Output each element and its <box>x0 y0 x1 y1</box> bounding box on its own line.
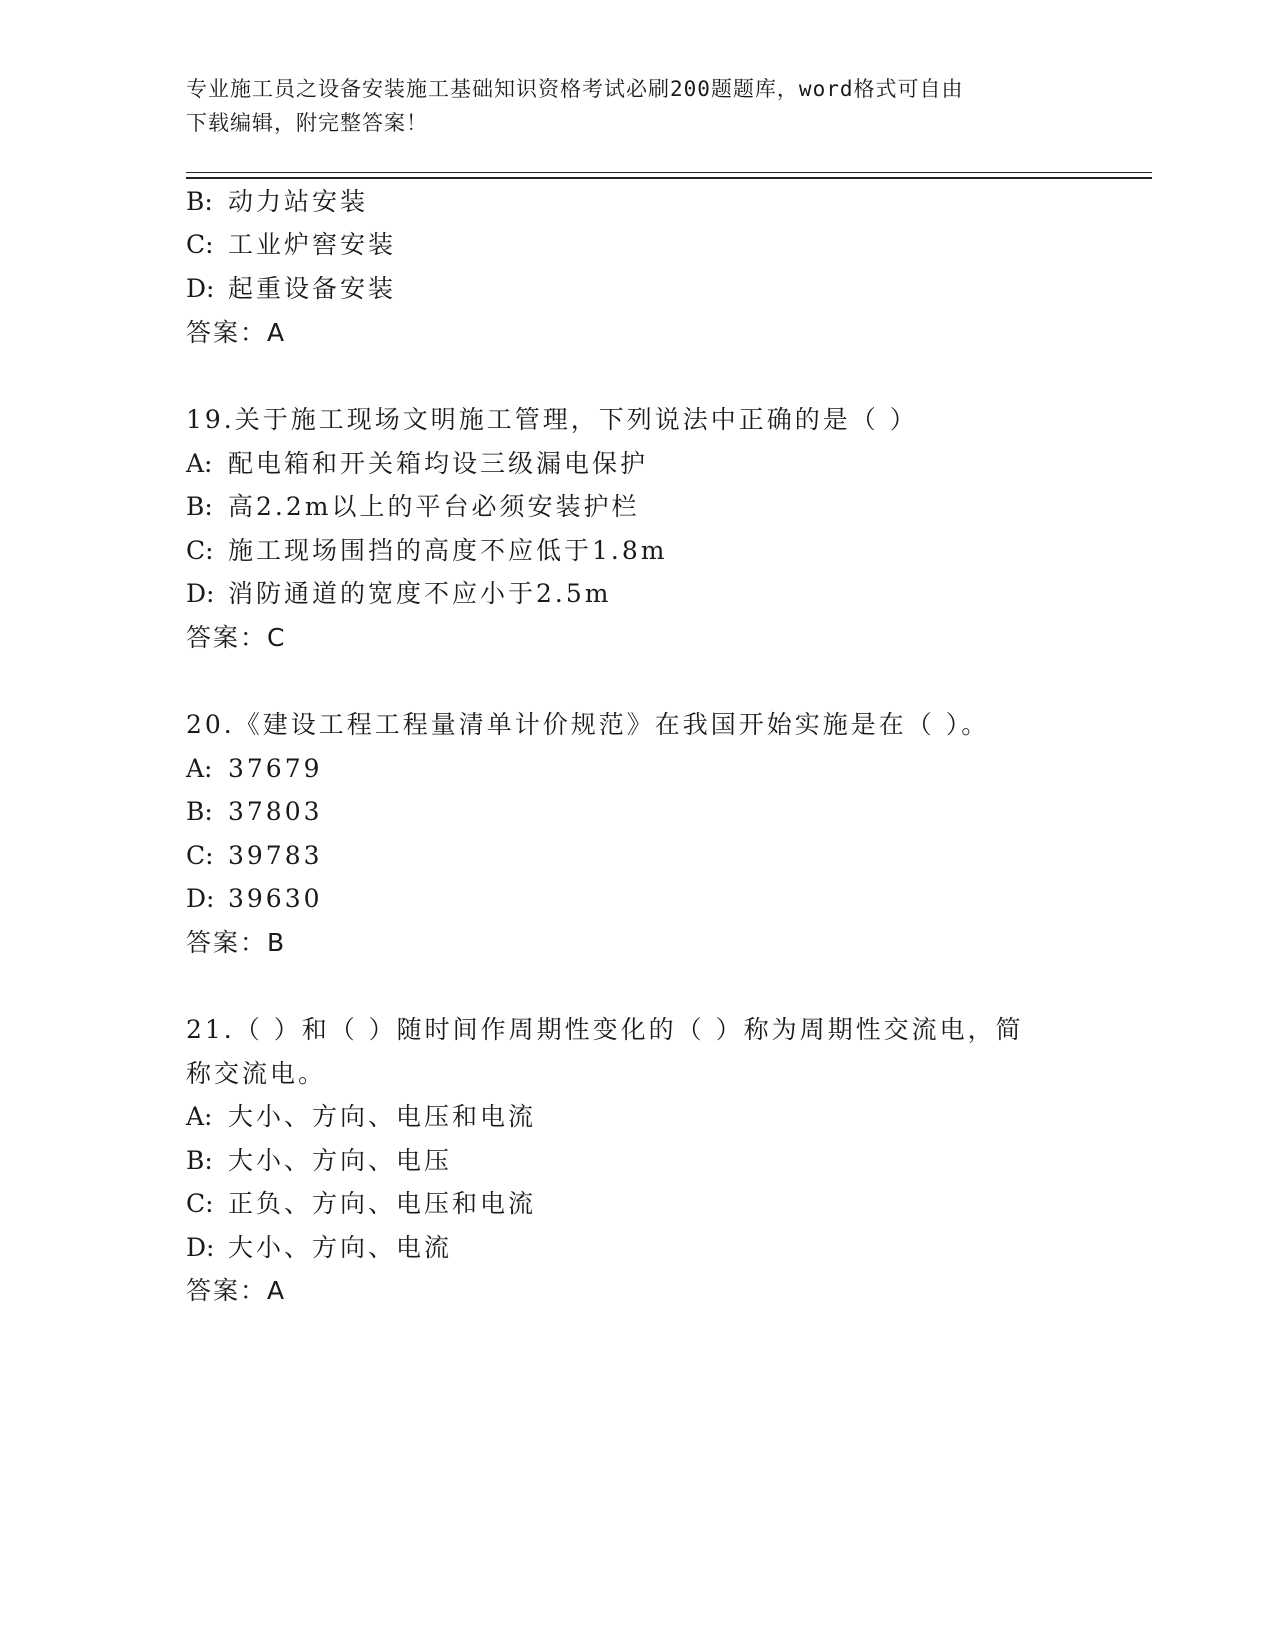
header-line-1: 专业施工员之设备安装施工基础知识资格考试必刷200题题库，word格式可自由 <box>186 77 964 101</box>
q20-stem: 20.《建设工程工程量清单计价规范》在我国开始实施是在（ ）。 <box>186 710 990 739</box>
option-text: 工业炉窖安装 <box>228 230 397 259</box>
option-text: 大小、方向、电流 <box>228 1233 453 1262</box>
document-header <box>186 72 1066 140</box>
option-letter: A: <box>186 754 213 783</box>
option-text: 正负、方向、电压和电流 <box>228 1189 537 1218</box>
q20-option-c <box>186 839 323 873</box>
option-letter: B: <box>186 187 213 216</box>
option-text: 39630 <box>228 884 323 913</box>
q19-stem: 19.关于施工现场文明施工管理，下列说法中正确的是（ ） <box>186 405 918 434</box>
option-text: 大小、方向、电压和电流 <box>228 1102 537 1131</box>
option-text: 动力站安装 <box>228 187 369 216</box>
header-line-2: 下载编辑，附完整答案！ <box>186 111 428 135</box>
option-text: 高2.2m以上的平台必须安装护栏 <box>228 492 640 521</box>
prev-option-b <box>186 185 368 219</box>
q21-stem-line-1: 21.（ ）和（ ）随时间作周期性变化的（ ）称为周期性交流电，简 <box>186 1015 1024 1044</box>
option-text: 39783 <box>228 841 323 870</box>
option-letter: D: <box>186 1233 215 1262</box>
option-letter: C: <box>186 536 214 565</box>
q19-answer: 答案：C <box>186 623 287 652</box>
option-text: 大小、方向、电压 <box>228 1146 453 1175</box>
option-text: 起重设备安装 <box>228 274 397 303</box>
option-letter: D: <box>186 579 215 608</box>
option-letter: B: <box>186 1146 213 1175</box>
q20-option-a <box>186 752 323 786</box>
q21-option-b <box>186 1144 452 1178</box>
q20-option-b <box>186 795 323 829</box>
option-letter: B: <box>186 797 213 826</box>
option-letter: D: <box>186 884 215 913</box>
q21-option-d <box>186 1231 452 1265</box>
prev-option-c <box>186 228 396 262</box>
option-letter: C: <box>186 1189 214 1218</box>
header-rule-thick <box>186 177 1152 179</box>
q21-option-a <box>186 1100 536 1134</box>
q19-option-d <box>186 577 611 611</box>
q20-option-d <box>186 882 323 916</box>
q21-option-c <box>186 1187 536 1221</box>
header-rule-thin <box>186 172 1152 173</box>
option-letter: C: <box>186 841 214 870</box>
prev-option-d <box>186 272 396 306</box>
option-text: 消防通道的宽度不应小于2.5m <box>228 579 612 608</box>
option-text: 37679 <box>228 754 323 783</box>
option-letter: C: <box>186 230 214 259</box>
q19-option-a <box>186 447 648 481</box>
option-letter: A: <box>186 1102 213 1131</box>
option-text: 施工现场围挡的高度不应低于1.8m <box>228 536 668 565</box>
option-text: 配电箱和开关箱均设三级漏电保护 <box>228 449 649 478</box>
q21-answer: 答案：A <box>186 1276 287 1305</box>
option-letter: A: <box>186 449 213 478</box>
option-text: 37803 <box>228 797 323 826</box>
option-letter: B: <box>186 492 213 521</box>
q20-answer: 答案：B <box>186 928 287 957</box>
q19-option-b <box>186 490 639 524</box>
q21-stem-line-2: 称交流电。 <box>186 1059 327 1088</box>
prev-answer: 答案：A <box>186 318 287 347</box>
option-letter: D: <box>186 274 215 303</box>
q19-option-c <box>186 534 667 568</box>
